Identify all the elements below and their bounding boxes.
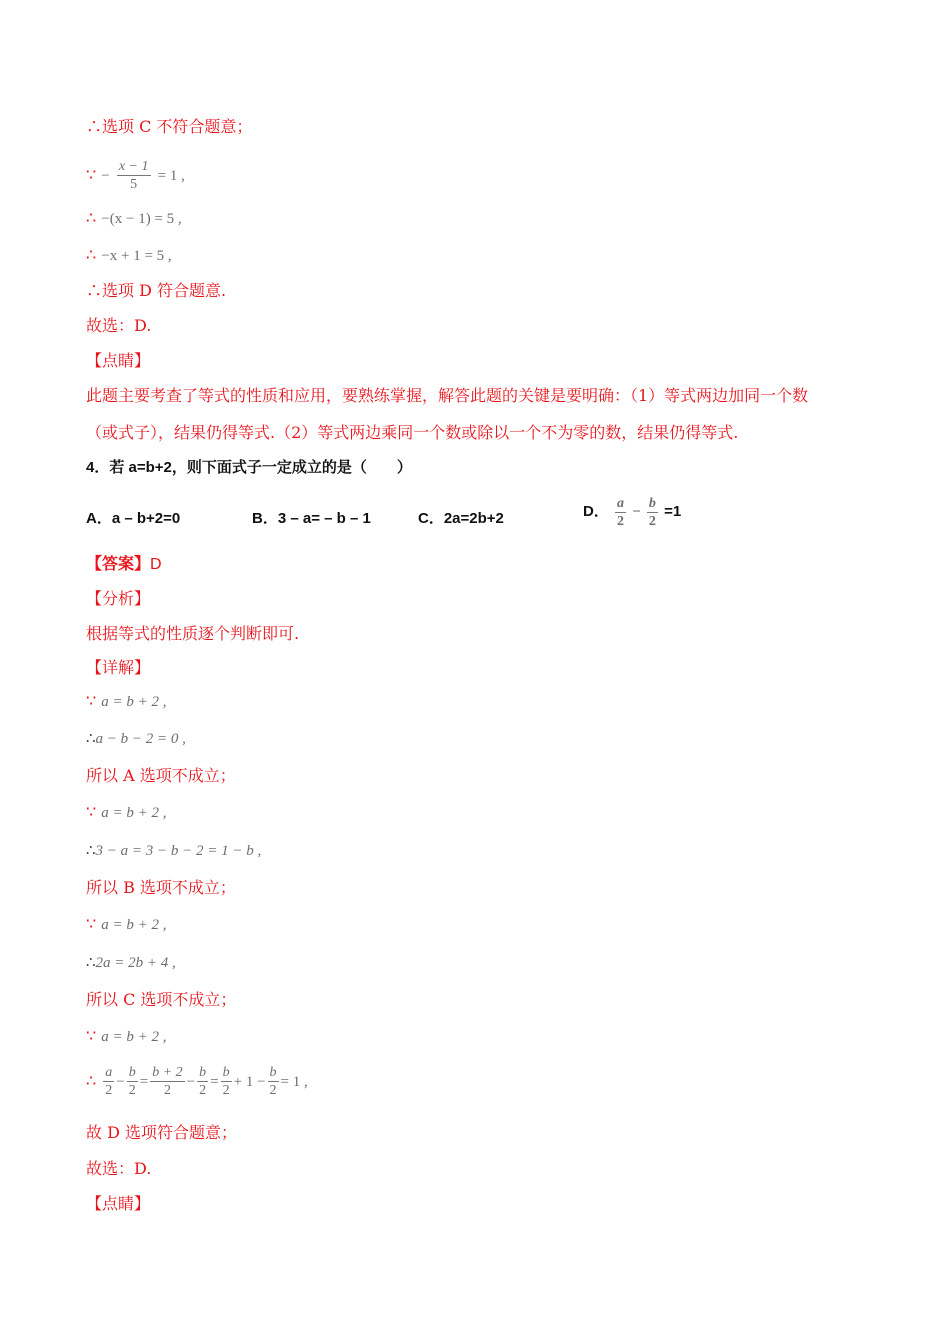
denominator: 2 — [128, 1083, 136, 1098]
line-choose-d: 故选：D. — [86, 316, 152, 335]
option-b: B．3 – a= – b – 1 — [252, 510, 371, 527]
option-d-label: D． — [583, 503, 609, 520]
fraction — [150, 1064, 184, 1099]
denominator: 2 — [648, 513, 656, 529]
line-option-d-conclusion: ∴选项 D 符合题意. — [86, 281, 227, 300]
numerator: b — [199, 1065, 207, 1080]
step-11 — [86, 1062, 308, 1100]
therefore-symbol: ∴ — [86, 955, 96, 971]
step-7 — [86, 914, 167, 935]
equation-rhs: = 1 , — [157, 168, 185, 184]
equation: a = b + 2 , — [101, 694, 167, 710]
equals-one: =1 — [664, 503, 682, 520]
option-c: C．2a=2b+2 — [418, 510, 504, 527]
step-13: 故选：D. — [86, 1159, 152, 1178]
comment-line-2: （或式子），结果仍得等式.（2）等式两边乘同一个数或除以一个不为零的数，结果仍得等式. — [86, 423, 739, 442]
denominator: 2 — [199, 1083, 207, 1098]
label-dianjing: 【点睛】 — [86, 351, 151, 370]
denominator: 2 — [163, 1083, 171, 1098]
minus-sign: − — [632, 504, 641, 520]
line-therefore-1 — [86, 208, 182, 229]
step-3: 所以 A 选项不成立； — [86, 766, 236, 785]
numerator: b — [128, 1065, 136, 1080]
numerator: b — [269, 1065, 277, 1080]
equation: a = b + 2 , — [101, 805, 167, 821]
because-symbol: ∵ — [86, 802, 97, 821]
step-10 — [86, 1026, 167, 1047]
fraction — [197, 1064, 208, 1099]
operator: = — [210, 1074, 219, 1090]
line-therefore-2 — [86, 245, 172, 266]
step-8 — [86, 952, 176, 973]
option-d — [583, 492, 681, 532]
numerator: a — [105, 1065, 113, 1080]
operator: + 1 − — [233, 1074, 266, 1090]
fraction-numerator: x − 1 — [118, 159, 149, 174]
equation: −(x − 1) = 5 , — [101, 211, 182, 227]
denominator: 2 — [617, 513, 625, 529]
therefore-symbol: ∴ — [86, 208, 97, 227]
answer-value: D — [150, 556, 162, 573]
step-1 — [86, 691, 167, 712]
numerator: b + 2 — [152, 1065, 183, 1080]
fraction-x-minus-1-over-5 — [117, 158, 151, 193]
equation: a = b + 2 , — [101, 917, 167, 933]
equation: a − b − 2 = 0 , — [95, 731, 186, 747]
because-symbol: ∵ — [86, 165, 97, 184]
step-5 — [86, 840, 261, 861]
fraction — [127, 1064, 138, 1099]
step-12: 故 D 选项符合题意； — [86, 1123, 238, 1142]
step-6: 所以 B 选项不成立； — [86, 878, 236, 897]
line-option-c-conclusion: ∴选项 C 不符合题意； — [86, 117, 253, 136]
equation: 3 − a = 3 − b − 2 = 1 − b , — [95, 843, 262, 859]
equation: 2a = 2b + 4 , — [95, 955, 176, 971]
label-dianjing-2: 【点睛】 — [86, 1194, 151, 1213]
minus-sign: − — [101, 168, 110, 184]
therefore-symbol: ∴ — [86, 843, 96, 859]
numerator: b — [222, 1065, 230, 1080]
because-symbol: ∵ — [86, 1026, 97, 1045]
operator: − — [186, 1074, 196, 1090]
numerator: a — [617, 495, 625, 511]
fraction — [103, 1064, 114, 1099]
denominator: 2 — [269, 1083, 277, 1098]
option-a: A．a – b+2=0 — [86, 510, 181, 527]
denominator: 2 — [222, 1083, 230, 1098]
step-2 — [86, 728, 186, 749]
because-symbol: ∵ — [86, 691, 97, 710]
answer-line — [86, 554, 162, 575]
therefore-symbol: ∴ — [86, 245, 97, 264]
detail-label: 【详解】 — [86, 658, 151, 677]
operator: = — [139, 1074, 149, 1090]
comment-line-1: 此题主要考查了等式的性质和应用，要熟练掌握，解答此题的关键是要明确：（1）等式两边加同一个数 — [86, 386, 809, 405]
therefore-symbol: ∴ — [86, 1071, 97, 1090]
step-4 — [86, 802, 167, 823]
equation-rhs: = 1 , — [280, 1074, 308, 1090]
fraction-denominator: 5 — [130, 177, 138, 192]
because-symbol: ∵ — [86, 914, 97, 933]
therefore-symbol: ∴ — [86, 731, 96, 747]
equation: a = b + 2 , — [101, 1029, 167, 1045]
step-9: 所以 C 选项不成立； — [86, 990, 237, 1009]
operator: − — [116, 1074, 125, 1090]
analysis-text: 根据等式的性质逐个判断即可. — [86, 624, 300, 643]
analysis-label: 【分析】 — [86, 589, 151, 608]
fraction-a-over-2 — [615, 495, 626, 530]
denominator: 2 — [105, 1083, 113, 1098]
answer-label: 【答案】 — [86, 554, 151, 573]
equation: −x + 1 = 5 , — [101, 248, 172, 264]
numerator: b — [648, 495, 656, 511]
fraction-b-over-2 — [647, 495, 658, 530]
fraction — [268, 1064, 279, 1099]
question-stem: 4．若 a=b+2，则下面式子一定成立的是（ ） — [86, 459, 412, 476]
fraction — [221, 1064, 232, 1099]
line-because-fraction — [86, 158, 185, 192]
